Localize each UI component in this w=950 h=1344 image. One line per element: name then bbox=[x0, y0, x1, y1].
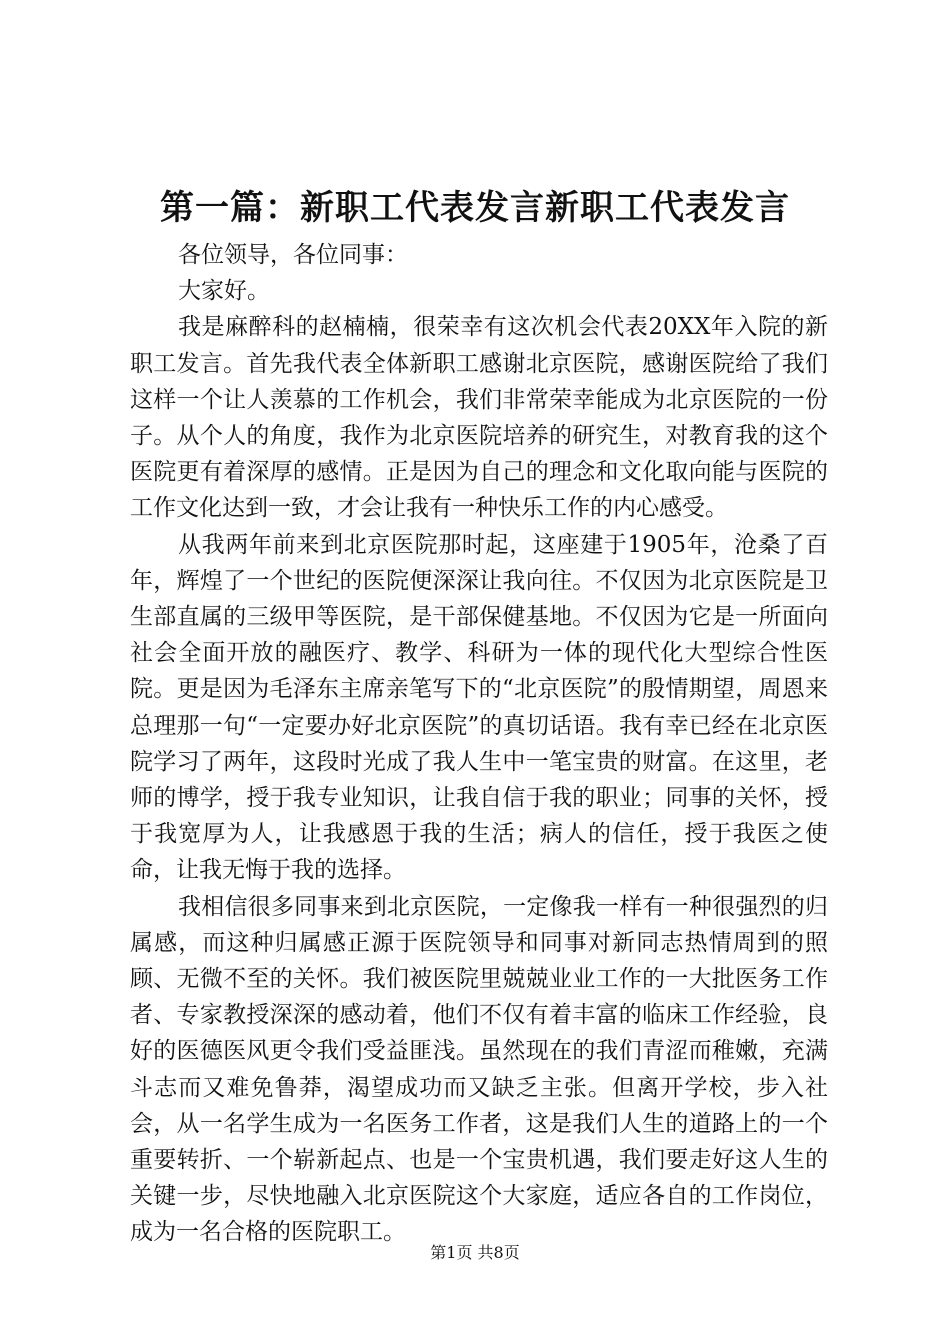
salutation-paragraph: 各位领导，各位同事： bbox=[178, 242, 408, 268]
greeting-paragraph: 大家好。 bbox=[178, 278, 270, 305]
document-title: 第一篇：新职工代表发言新职工代表发言 bbox=[160, 188, 790, 228]
page-footer: 第1页 共8页 bbox=[430, 1243, 520, 1262]
body-paragraph-2: 从我两年前来到北京医院那时起，这座建于1905年，沧桑了百年，辉煌了一个世纪的医院便深深让我向往。不仅因为北京医院是卫生部直属的三级甲等医院，是干部保健基地。不仅因为它是一所面向社会全面开放的融医疗、教学、科研为一体的现代化大型综合性医院。更是因为毛泽东主席亲笔写下的“北京医院”的殷情期望，周恩来总理那一句“一定要办好北京医院”的真切话语。我有幸已经在北京医院学习了两年，这段时光成了我人生中一笔宝贵的财富。在这里，老师的博学，授于我专业知识，让我自信于我的职业；同事的关怀，授于我宽厚为人，让我感恩于我的生活；病人的信任，授于我医之使命，让我无悔于我的选择。 bbox=[130, 531, 828, 884]
body-paragraph-3: 我相信很多同事来到北京医院，一定像我一样有一种很强烈的归属感，而这种归属感正源于医院领导和同事对新同志热情周到的照顾、无微不至的关怀。我们被医院里兢兢业业工作的一大批医务工作者、专家教授深深的感动着，他们不仅有着丰富的临床工作经验，良好的医德医风更令我们受益匪浅。虽然现在的我们青涩而稚嫩，充满斗志而又难免鲁莽，渴望成功而又缺乏主张。但离开学校，步入社会，从一名学生成为一名医务工作者，这是我们人生的道路上的一个重要转折、一个崭新起点、也是一个宝贵机遇，我们要走好这人生的关键一步，尽快地融入北京医院这个大家庭，适应各自的工作岗位，成为一名合格的医院职工。 bbox=[130, 893, 828, 1246]
body-paragraph-1: 我是麻醉科的赵楠楠，很荣幸有这次机会代表20XX年入院的新职工发言。首先我代表全体新职工感谢北京医院，感谢医院给了我们这样一个让人羡慕的工作机会，我们非常荣幸能成为北京医院的一份子。从个人的角度，我作为北京医院培养的研究生，对教育我的这个医院更有着深厚的感情。正是因为自己的理念和文化取向能与医院的工作文化达到一致，才会让我有一种快乐工作的内心感受。 bbox=[130, 314, 828, 522]
document-body bbox=[130, 237, 828, 1251]
